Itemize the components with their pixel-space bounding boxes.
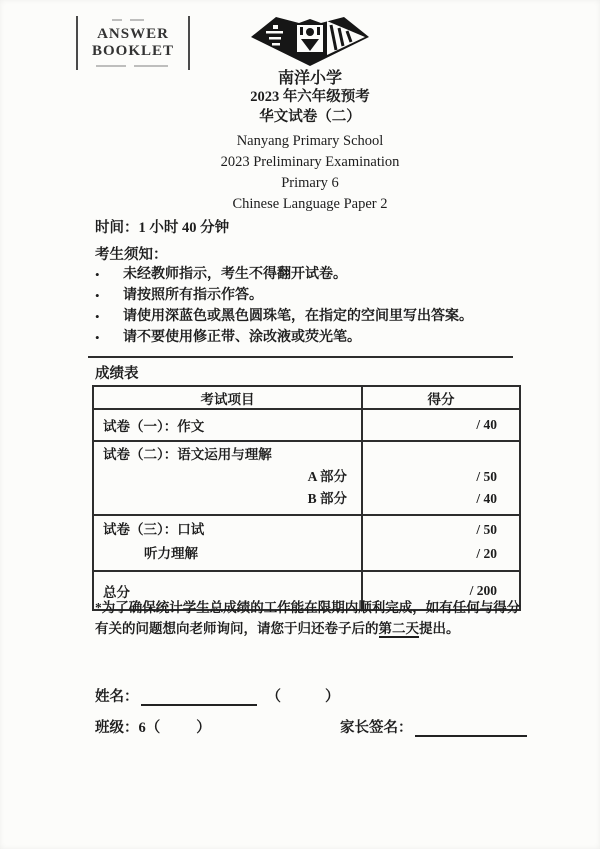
stamp-text-booklet: BOOKLET: [91, 43, 175, 59]
exam-title-en: 2023 Preliminary Examination: [220, 154, 400, 170]
paper2-partA-score: / 50: [476, 469, 497, 484]
table-row-paper1: [93, 409, 520, 441]
total-label: 总分: [93, 571, 362, 610]
paper3-score-cell: [362, 515, 520, 571]
instructions-title: 考生须知：: [95, 247, 168, 263]
school-crest-icon: [251, 12, 369, 66]
column-header-score: 得分: [362, 386, 520, 409]
instruction-item: [95, 327, 535, 348]
instruction-text: 请不要使用修正带、涂改液或荧光笔。: [123, 330, 361, 345]
parent-signature-row: [340, 716, 527, 737]
footnote-line1: *为了确保统计学生总成绩的工作能在限期内顺利完成，如有任何与得分: [95, 600, 521, 615]
parent-signature-blank-line: [415, 720, 527, 737]
bullet-icon: •: [95, 267, 100, 282]
exam-title-cn: 2023 年六年级预考: [250, 89, 370, 105]
parent-signature-label: 家长签名：: [340, 720, 413, 736]
paper3-oral-score: / 50: [476, 522, 497, 537]
name-field-row: [95, 685, 340, 706]
paper2-item-cell: [93, 441, 362, 515]
table-row-paper3: [93, 515, 520, 571]
school-name-cn: 南洋小学: [277, 70, 342, 87]
instruction-text: 请按照所有指示作答。: [123, 288, 263, 303]
paper2-partB-label: B 部分: [307, 491, 347, 506]
score-table-title: 成绩表: [95, 366, 139, 382]
paper1-item: 试卷（一）：作文: [93, 409, 362, 441]
class-field-row: [95, 716, 211, 737]
section-divider: [88, 356, 513, 358]
paper-title-en: Chinese Language Paper 2: [232, 196, 388, 212]
paper1-score: / 40: [362, 409, 520, 441]
paper-title-cn: 华文试卷（二）: [259, 109, 361, 125]
table-row-paper2: [93, 441, 520, 515]
footnote-line2-post: 提出。: [419, 621, 460, 636]
time-allowed: 时间：1 小时 40 分钟: [95, 220, 230, 236]
bullet-icon: •: [95, 309, 100, 324]
paper3-item: 试卷（三）：口试: [103, 522, 205, 537]
instructions-list: [95, 264, 535, 348]
english-title-block: [10, 131, 600, 215]
instruction-item: [95, 306, 535, 327]
paper3-item-cell: [93, 515, 362, 571]
paper2-partA-label: A 部分: [307, 469, 347, 484]
instruction-text: 未经教师指示，考生不得翻开试卷。: [123, 267, 347, 282]
name-paren-close: ）: [325, 689, 340, 705]
total-score: / 200: [362, 571, 520, 610]
bullet-icon: •: [95, 330, 100, 345]
paper3-listening-label: 听力理解: [144, 546, 198, 561]
spacer-line: [363, 444, 519, 466]
name-paren-open: （: [266, 689, 281, 705]
document-header: [10, 12, 600, 215]
column-header-item: 考试项目: [93, 386, 362, 409]
paper2-partB-score: / 40: [476, 491, 497, 506]
score-table-header-row: [93, 386, 520, 409]
class-paren-close: ）: [196, 720, 211, 736]
instruction-text: 请使用深蓝色或黑色圆珠笔，在指定的空间里写出答案。: [123, 309, 473, 324]
level-en: Primary 6: [281, 175, 339, 191]
name-blank-line: [141, 689, 257, 706]
school-name-en: Nanyang Primary School: [236, 133, 384, 149]
stamp-text-answer: ANSWER: [97, 26, 169, 42]
paper2-score-cell: [362, 441, 520, 515]
instruction-item: [95, 264, 535, 285]
instruction-item: [95, 285, 535, 306]
name-label: 姓名：: [95, 689, 139, 705]
score-table: [92, 385, 521, 611]
paper2-item: 试卷（二）：语文运用与理解: [103, 447, 272, 462]
bullet-icon: •: [95, 288, 100, 303]
class-label: 班级：6（: [95, 720, 161, 736]
footnote-underlined-term: 第二天: [378, 621, 419, 636]
paper3-listening-score: / 20: [476, 546, 497, 561]
score-query-footnote: [95, 597, 523, 639]
footnote-line2: [95, 618, 523, 639]
footnote-line2-pre: 有关的问题想向老师询问，请您于归还卷子后的: [95, 621, 379, 636]
